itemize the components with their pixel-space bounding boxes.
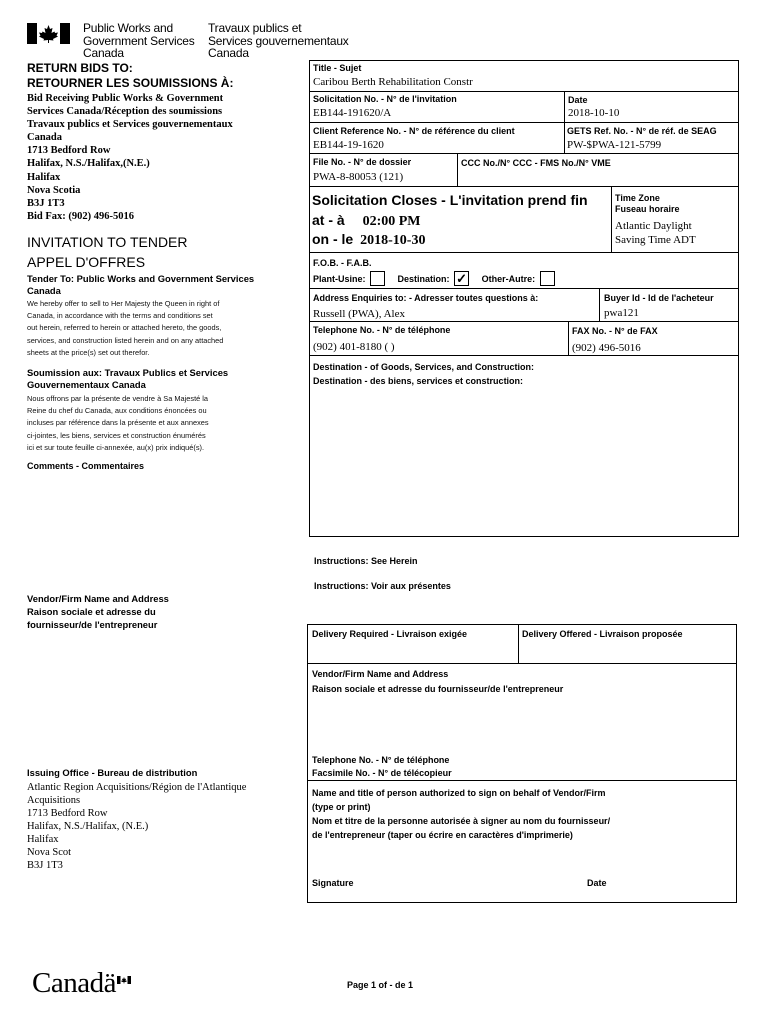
- time-zone-label: Time Zone Fuseau horaire: [615, 193, 680, 214]
- authorized-person-label: Name and title of person authorized to sign on behalf of Vendor/Firm (type or print) Nom et titre de la personne autorisée à signer au nom du fournisseur/ de l'entrepreneur (taper ou écrire en caractères d'imprimerie): [312, 788, 611, 840]
- closing-date-value: 2018-10-30: [360, 233, 426, 248]
- closing-time-value: 02:00 PM: [362, 214, 421, 229]
- solicitation-label: Solicitation No. - N° de l'invitation: [313, 94, 457, 104]
- fax-label: FAX No. - N° de FAX: [572, 326, 658, 336]
- canada-wordmark: Canadä: [32, 967, 116, 999]
- date-value: 2018-10-10: [568, 107, 620, 119]
- telephone-value: (902) 401-8180 ( ): [313, 341, 395, 353]
- telephone-fax-label: Telephone No. - N° de téléphone Facsimile No. - N° de télécopieur: [312, 755, 452, 778]
- department-name-fr: Travaux publics et Services gouvernementaux Canada: [208, 21, 349, 60]
- ccc-label: CCC No./N° CCC - FMS No./N° VME: [461, 158, 611, 168]
- fax-value: (902) 496-5016: [572, 342, 641, 354]
- vendor-box-label: Vendor/Firm Name and Address Raison sociale et adresse du fournisseur/de l'entrepreneur: [312, 669, 564, 694]
- title-value: Caribou Berth Rehabilitation Constr: [313, 76, 473, 88]
- client-ref-label: Client Reference No. - N° de référence du client: [313, 126, 515, 136]
- delivery-required-label: Delivery Required - Livraison exigée: [312, 629, 468, 639]
- solicitation-closes-title: Solicitation Closes - L'invitation prend fin: [312, 192, 588, 208]
- issuing-office-label: Issuing Office - Bureau de distribution: [27, 767, 198, 778]
- closing-time-row: [312, 211, 421, 231]
- date-label: Date: [568, 95, 588, 105]
- file-value: PWA-8-80053 (121): [313, 171, 404, 183]
- canada-wordmark-flag: [117, 971, 131, 979]
- plant-label: Plant-Usine:: [313, 273, 366, 284]
- comments-label: Comments - Commentaires: [27, 461, 145, 471]
- closing-date-row: [312, 230, 425, 250]
- invitation-title: INVITATION TO TENDER APPEL D'OFFRES: [27, 234, 188, 270]
- plant-checkbox[interactable]: [370, 271, 385, 286]
- address-enquiries-value: Russell (PWA), Alex: [313, 308, 405, 320]
- destination-label: Destination:: [397, 273, 450, 284]
- soumission-title: Soumission aux: Travaux Publics et Services Gouvernementaux Canada: [27, 367, 229, 390]
- telephone-label: Telephone No. - N° de téléphone: [313, 325, 451, 335]
- signature-date-label: Date: [587, 878, 607, 888]
- other-label: Other-Autre:: [481, 273, 536, 284]
- gets-label: GETS Ref. No. - N° de réf. de SEAG: [567, 126, 717, 136]
- page-number: Page 1 of - de 1: [347, 980, 414, 990]
- vendor-label-left: Vendor/Firm Name and Address Raison sociale et adresse du fournisseur/de l'entrepreneur: [27, 593, 169, 630]
- fob-options: [313, 272, 555, 287]
- address-enquiries-label: Address Enquiries to: - Adresser toutes questions à:: [313, 293, 539, 303]
- offer-text-en: We hereby offer to sell to Her Majesty the Queen in right of Canada, in accordance with the terms and conditions set out herein, referred to herein or attached hereto, the goods, services, and construction listed herein and on any attached sheets at the price(s) set out therefor.: [27, 299, 224, 357]
- return-bids-title: RETURN BIDS TO: RETOURNER LES SOUMISSIONS À:: [27, 61, 234, 90]
- buyer-id-value: pwa121: [604, 307, 639, 319]
- signature-label: Signature: [312, 878, 354, 888]
- file-label: File No. - N° de dossier: [313, 157, 412, 167]
- gets-value: PW-$PWA-121-5799: [567, 139, 662, 151]
- title-label: Title - Sujet: [313, 63, 362, 73]
- instructions-en: Instructions: See Herein: [314, 556, 418, 566]
- tender-to: Tender To: Public Works and Government Services Canada: [27, 273, 255, 296]
- instructions-fr: Instructions: Voir aux présentes: [314, 581, 451, 591]
- department-name-en: Public Works and Government Services Canada: [83, 21, 195, 60]
- delivery-offered-label: Delivery Offered - Livraison proposée: [522, 629, 683, 639]
- destination-goods-label: Destination - of Goods, Services, and Construction: Destination - des biens, services et construction:: [313, 362, 535, 386]
- buyer-id-label: Buyer Id - Id de l'acheteur: [604, 293, 714, 303]
- other-checkbox[interactable]: [540, 271, 555, 286]
- offer-text-fr: Nous offrons par la présente de vendre à Sa Majesté la Reine du chef du Canada, aux conditions énoncées ou incluses par référence dans la présente et aux annexes ci-jointes, les biens, services et construction énumérés ici et sur toute feuille ci-annexée, au(x) prix indiqué(s).: [27, 394, 209, 452]
- at-label: at - à: [312, 212, 345, 228]
- canada-flag-logo: [27, 23, 70, 44]
- time-zone-value: Atlantic Daylight Saving Time ADT: [615, 220, 696, 246]
- destination-checkbox[interactable]: ✓: [454, 271, 469, 286]
- on-label: on - le: [312, 231, 354, 247]
- return-address: Bid Receiving Public Works & Government Services Canada/Réception des soumissions Travaux publics et Services gouvernementaux Canada 1713 Bedford Row Halifax, N.S./Halifax,(N.E.) Halifax Nova Scotia B3J 1T3 Bid Fax: (902) 496-5016: [27, 93, 233, 222]
- client-ref-value: EB144-19-1620: [313, 139, 384, 151]
- fob-label: F.O.B. - F.A.B.: [313, 258, 372, 268]
- issuing-office-address: Atlantic Region Acquisitions/Région de l'Atlantique Acquisitions 1713 Bedford Row Halifax, N.S./Halifax, (N.E.) Halifax Nova Scot B3J 1T3: [27, 782, 247, 871]
- solicitation-value: EB144-191620/A: [313, 107, 392, 119]
